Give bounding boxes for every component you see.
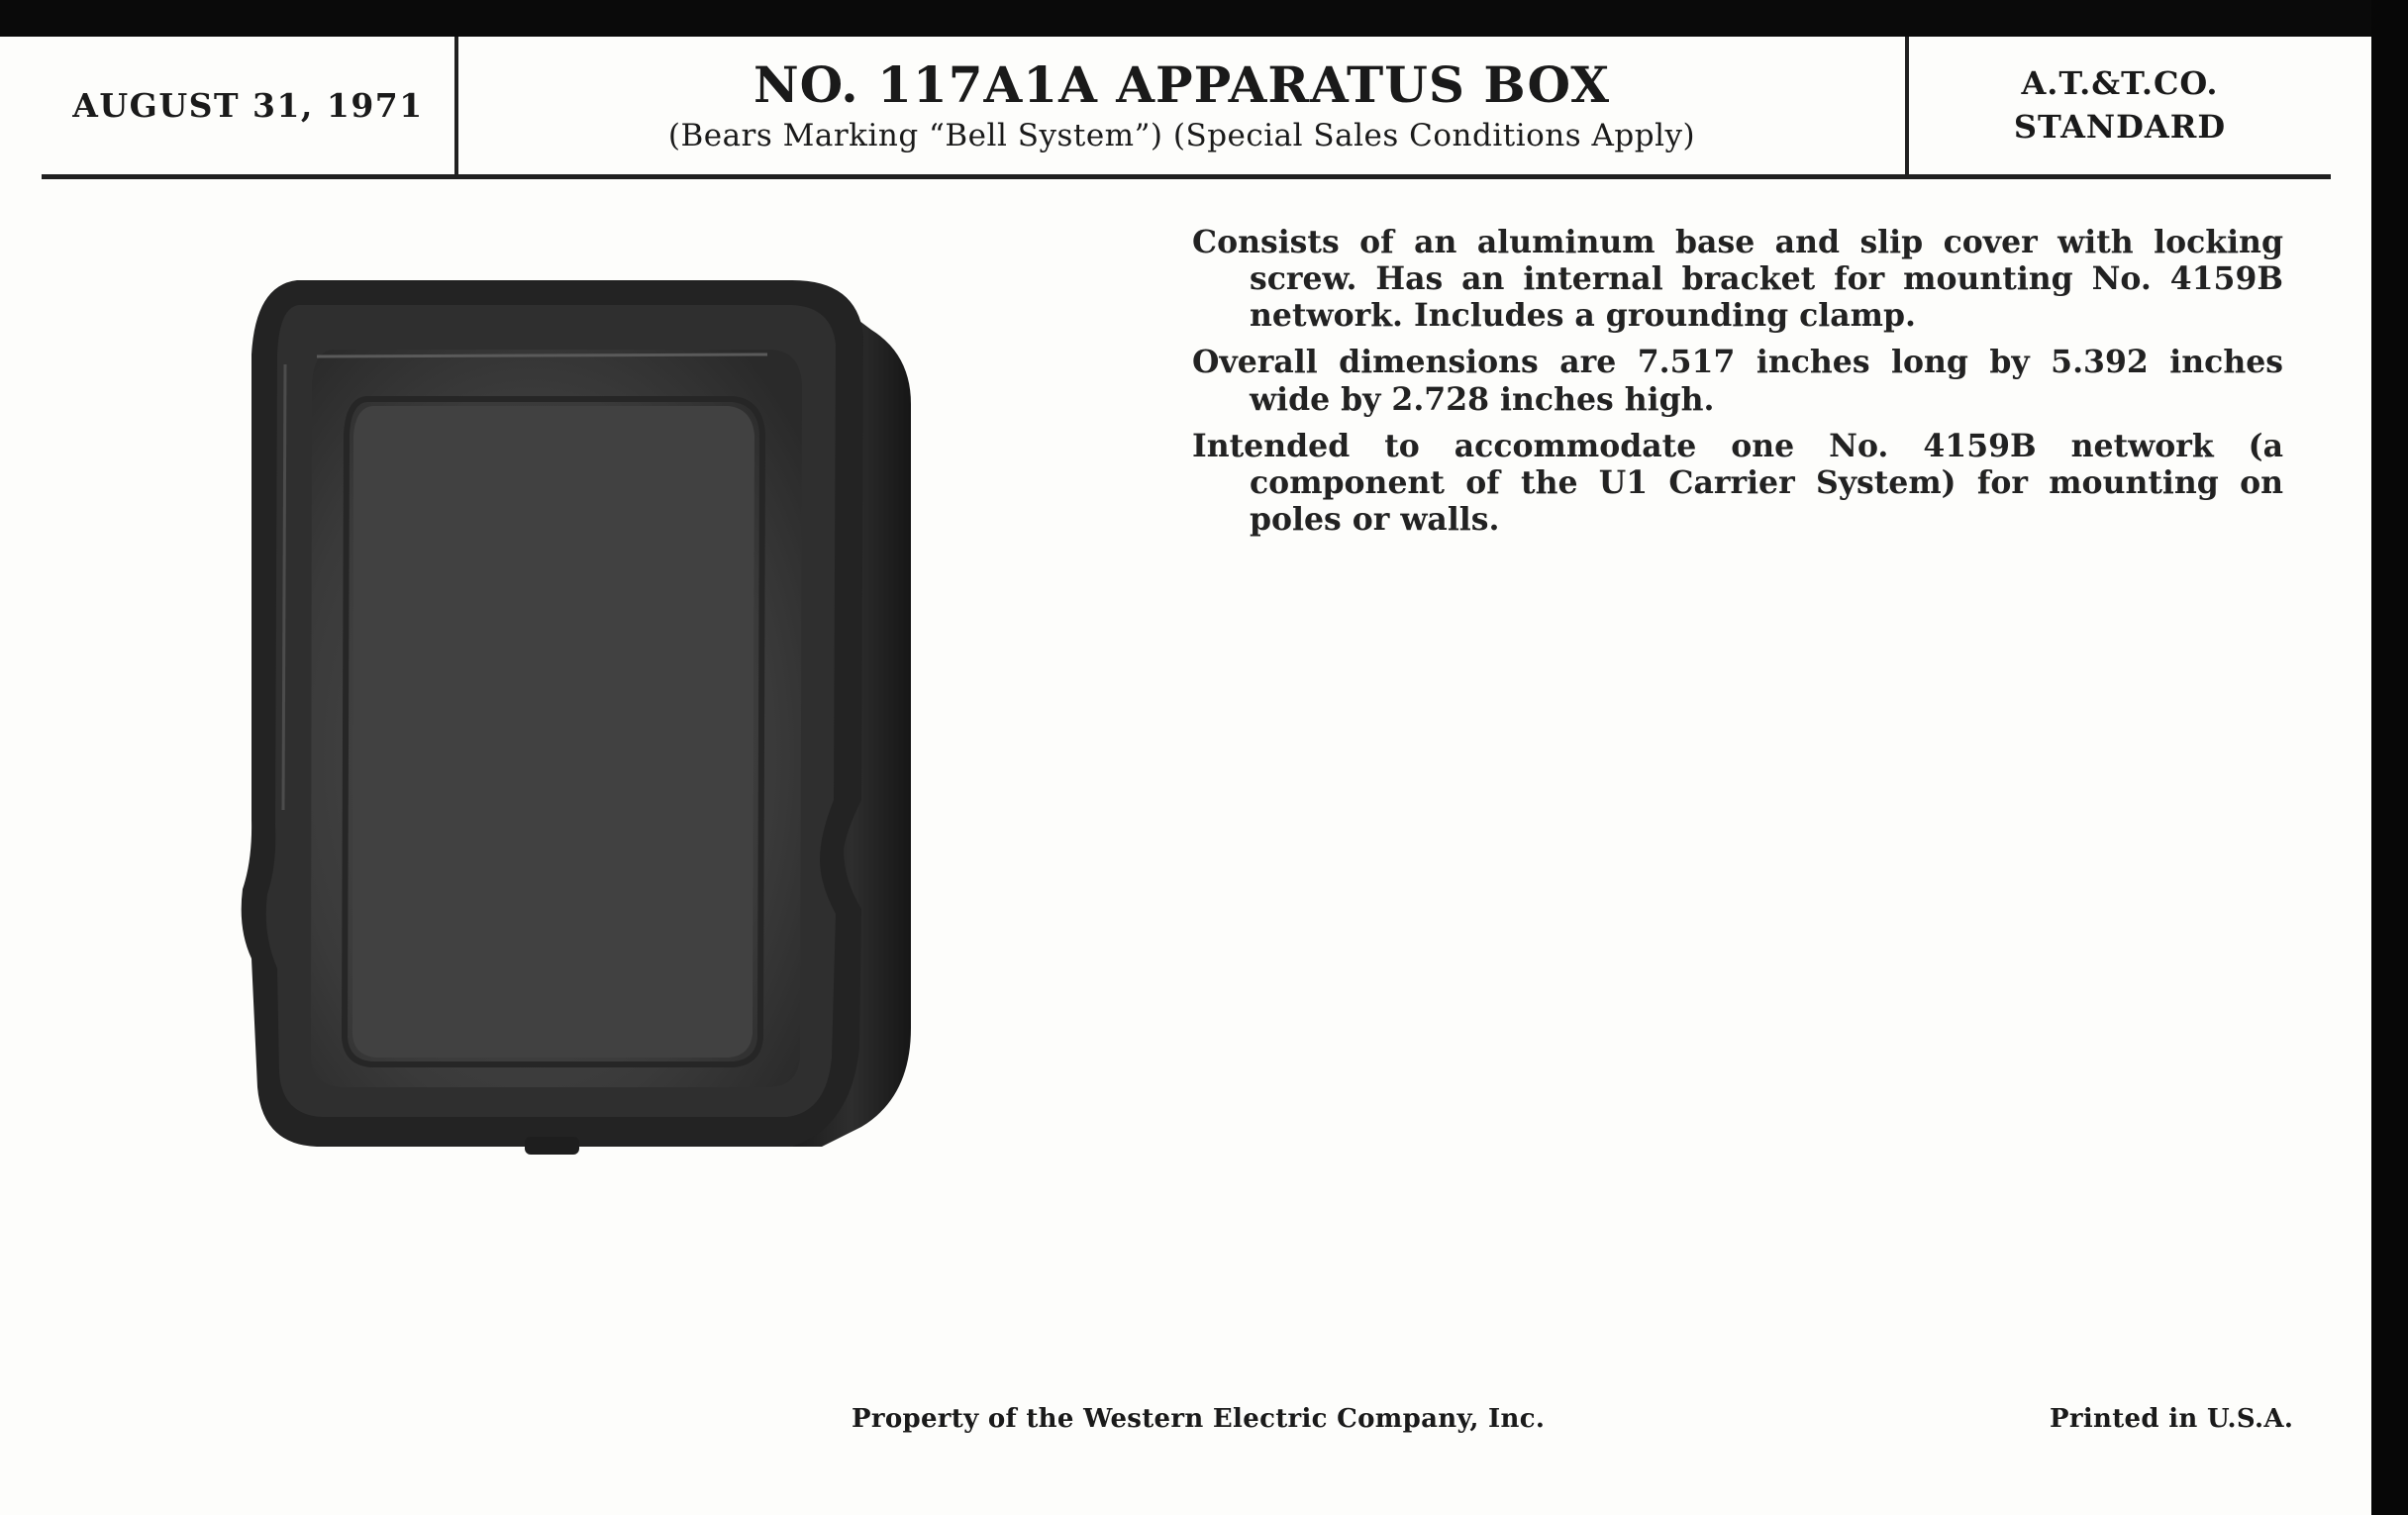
standard-line-1: A.T.&T.CO. bbox=[2021, 64, 2219, 103]
standard-line-2: STANDARD bbox=[2013, 107, 2227, 146]
description-paragraph: Overall dimensions are 7.517 inches long by 5.392 inches wide by 2.728 inches high. bbox=[1192, 344, 2283, 418]
header-date: AUGUST 31, 1971 bbox=[72, 86, 424, 125]
footer-property: Property of the Western Electric Company, Inc. bbox=[852, 1404, 1546, 1434]
header-title-block bbox=[458, 37, 1905, 174]
page-subtitle: (Bears Marking “Bell System”) (Special Sales Conditions Apply) bbox=[667, 118, 1696, 153]
apparatus-box-image bbox=[238, 275, 921, 1166]
header-rule bbox=[42, 174, 2331, 179]
footer-printed: Printed in U.S.A. bbox=[2050, 1404, 2294, 1434]
description-paragraph: Consists of an aluminum base and slip cover with locking screw. Has an internal bracket for mounting No. 4159B network. Includes a grounding clamp. bbox=[1192, 224, 2283, 335]
description-paragraph: Intended to accommodate one No. 4159B network (a component of the U1 Carrier System) for mounting on poles or walls. bbox=[1192, 427, 2283, 539]
page-title: NO. 117A1A APPARATUS BOX bbox=[752, 55, 1611, 114]
scan-right-border bbox=[2371, 0, 2408, 1515]
description bbox=[1192, 224, 2283, 548]
apparatus-box-illustration bbox=[238, 275, 921, 1166]
scan-top-border bbox=[0, 0, 2408, 37]
header-standard bbox=[1909, 37, 2331, 174]
